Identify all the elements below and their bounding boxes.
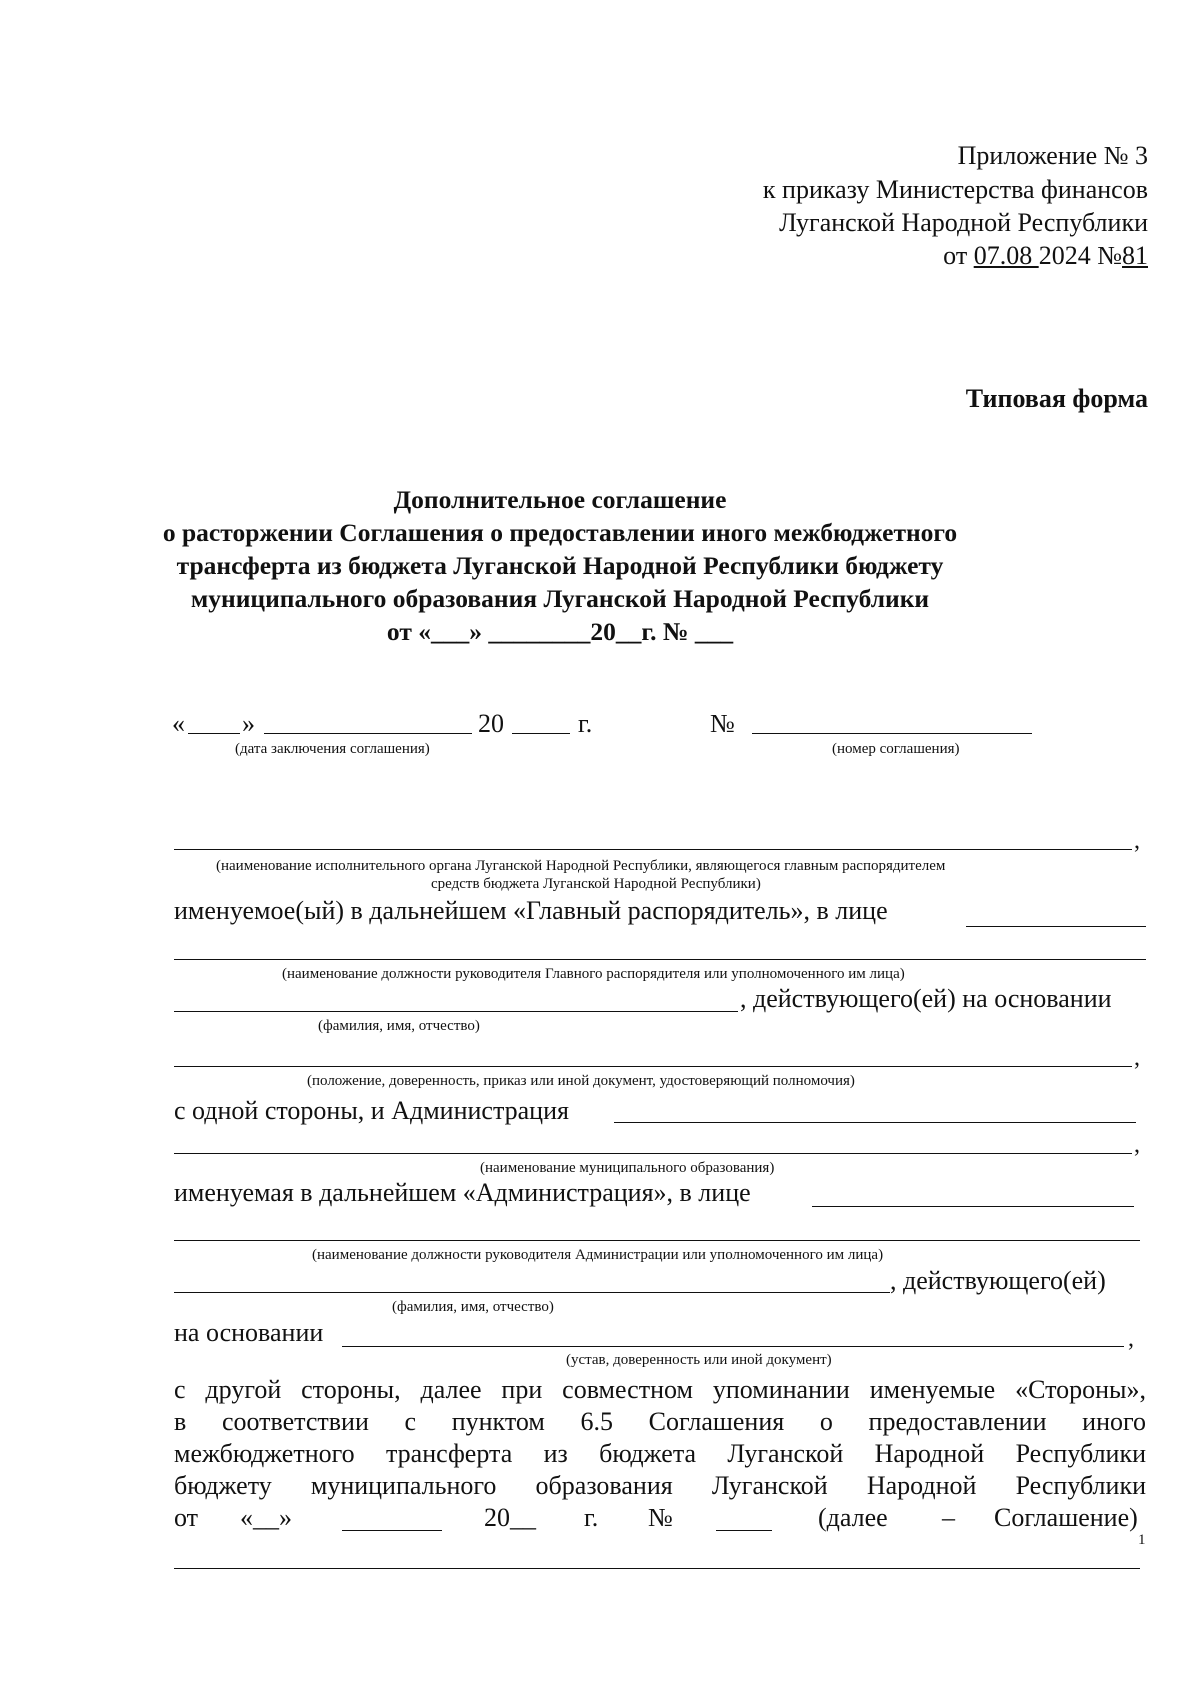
charter-caption: (устав, доверенность или иной документ) — [566, 1352, 832, 1368]
fio-line-1 — [174, 1011, 738, 1012]
paragraph-line-1: с другой стороны, далее при совместном упоминании именуемые «Стороны», — [174, 1375, 1146, 1404]
year-blank-line — [512, 733, 570, 734]
admin-position-line — [174, 1240, 1140, 1241]
footnote-separator-line — [174, 1568, 1140, 1569]
appendix-number: Приложение № 3 — [957, 141, 1148, 170]
acting-on-basis: , действующего(ей) на основании — [740, 984, 1112, 1013]
fio-caption-2: (фамилия, имя, отчество) — [392, 1299, 554, 1315]
paragraph-line-2: в соответствии с пунктом 6.5 Соглашения о предоставлении иного — [174, 1407, 1146, 1436]
title-line-2: о расторжении Соглашения о предоставлении иного межбюджетного — [162, 518, 958, 547]
paragraph-line-3: межбюджетного трансферта из бюджета Луганской Народной Республики — [174, 1439, 1146, 1468]
order-date-prefix: от — [943, 241, 974, 270]
admin-position-caption: (наименование должности руководителя Администрации или уполномоченного им лица) — [312, 1247, 884, 1263]
last-month-blank — [342, 1530, 442, 1531]
one-side-administration: с одной стороны, и Администрация — [174, 1096, 569, 1125]
named-administration: именуемая в дальнейшем «Администрация», в лице — [174, 1178, 751, 1207]
order-reference: к приказу Министерства финансов — [762, 175, 1148, 204]
administration-name-line — [614, 1122, 1136, 1123]
admin-representative-line — [812, 1206, 1134, 1207]
order-date-line — [943, 239, 1148, 273]
last-number-blank — [716, 1530, 772, 1531]
last-quote: «__» — [240, 1503, 292, 1532]
charter-line — [342, 1346, 1124, 1347]
date-open-quote: « — [172, 709, 185, 738]
comma-3: , — [1134, 1132, 1140, 1158]
last-agreement: Соглашение) — [994, 1503, 1138, 1532]
day-blank-line — [188, 733, 240, 734]
paragraph-line-4: бюджету муниципального образования Луганской Народной Республики — [174, 1471, 1146, 1500]
title-line-3: трансферта из бюджета Луганской Народной Республики бюджету — [176, 551, 944, 580]
acting: , действующего(ей) — [890, 1266, 1106, 1295]
comma-1: , — [1134, 828, 1140, 854]
last-g: г. — [584, 1503, 599, 1532]
republic-name: Луганской Народной Республики — [779, 208, 1148, 237]
year-suffix: г. — [578, 709, 593, 738]
last-paren-open: (далее — [818, 1503, 888, 1532]
last-year: 20__ — [484, 1503, 536, 1532]
last-dash: – — [942, 1503, 955, 1532]
footnote-marker: 1 — [1138, 1532, 1146, 1548]
organ-name-line — [174, 849, 1132, 850]
organ-caption-line-1: (наименование исполнительного органа Луганской Народной Республики, являющегося главным распорядителем — [216, 858, 946, 874]
order-number: 81 — [1122, 241, 1148, 270]
date-close-quote: » — [242, 709, 255, 738]
last-from: от — [174, 1503, 199, 1532]
municipality-caption: (наименование муниципального образования) — [480, 1160, 775, 1176]
on-basis: на основании — [174, 1318, 324, 1347]
main-position-line — [174, 959, 1146, 960]
fio-caption-1: (фамилия, имя, отчество) — [318, 1018, 480, 1034]
title-line-4: муниципального образования Луганской Народной Республики — [190, 584, 930, 613]
agreement-number-blank-line — [752, 733, 1032, 734]
title-line-1: Дополнительное соглашение — [393, 485, 727, 514]
main-position-caption: (наименование должности руководителя Главного распорядителя или уполномоченного им лица) — [282, 966, 905, 982]
organ-caption-line-2: средств бюджета Луганской Народной Республики) — [431, 876, 761, 892]
date-caption: (дата заключения соглашения) — [235, 741, 430, 757]
title-line-5: от «___» ________20__г. № ___ — [386, 617, 734, 646]
main-representative-line — [966, 926, 1146, 927]
year-prefix: 20 — [478, 709, 504, 738]
order-date: 07.08 — [973, 241, 1039, 270]
month-blank-line — [264, 733, 472, 734]
named-main-manager: именуемое(ый) в дальнейшем «Главный распорядитель», в лице — [174, 896, 888, 925]
basis-caption: (положение, доверенность, приказ или иной документ, удостоверяющий полномочия) — [307, 1073, 855, 1089]
form-type: Типовая форма — [965, 384, 1148, 413]
comma-4: , — [1128, 1326, 1134, 1352]
last-number-sign: № — [648, 1503, 673, 1532]
order-year: 2024 № — [1038, 241, 1122, 270]
fio-line-2 — [174, 1292, 890, 1293]
basis-document-line — [174, 1066, 1132, 1067]
municipality-name-line — [174, 1153, 1132, 1154]
number-caption: (номер соглашения) — [832, 741, 960, 757]
number-sign: № — [710, 709, 735, 738]
comma-2: , — [1134, 1045, 1140, 1071]
